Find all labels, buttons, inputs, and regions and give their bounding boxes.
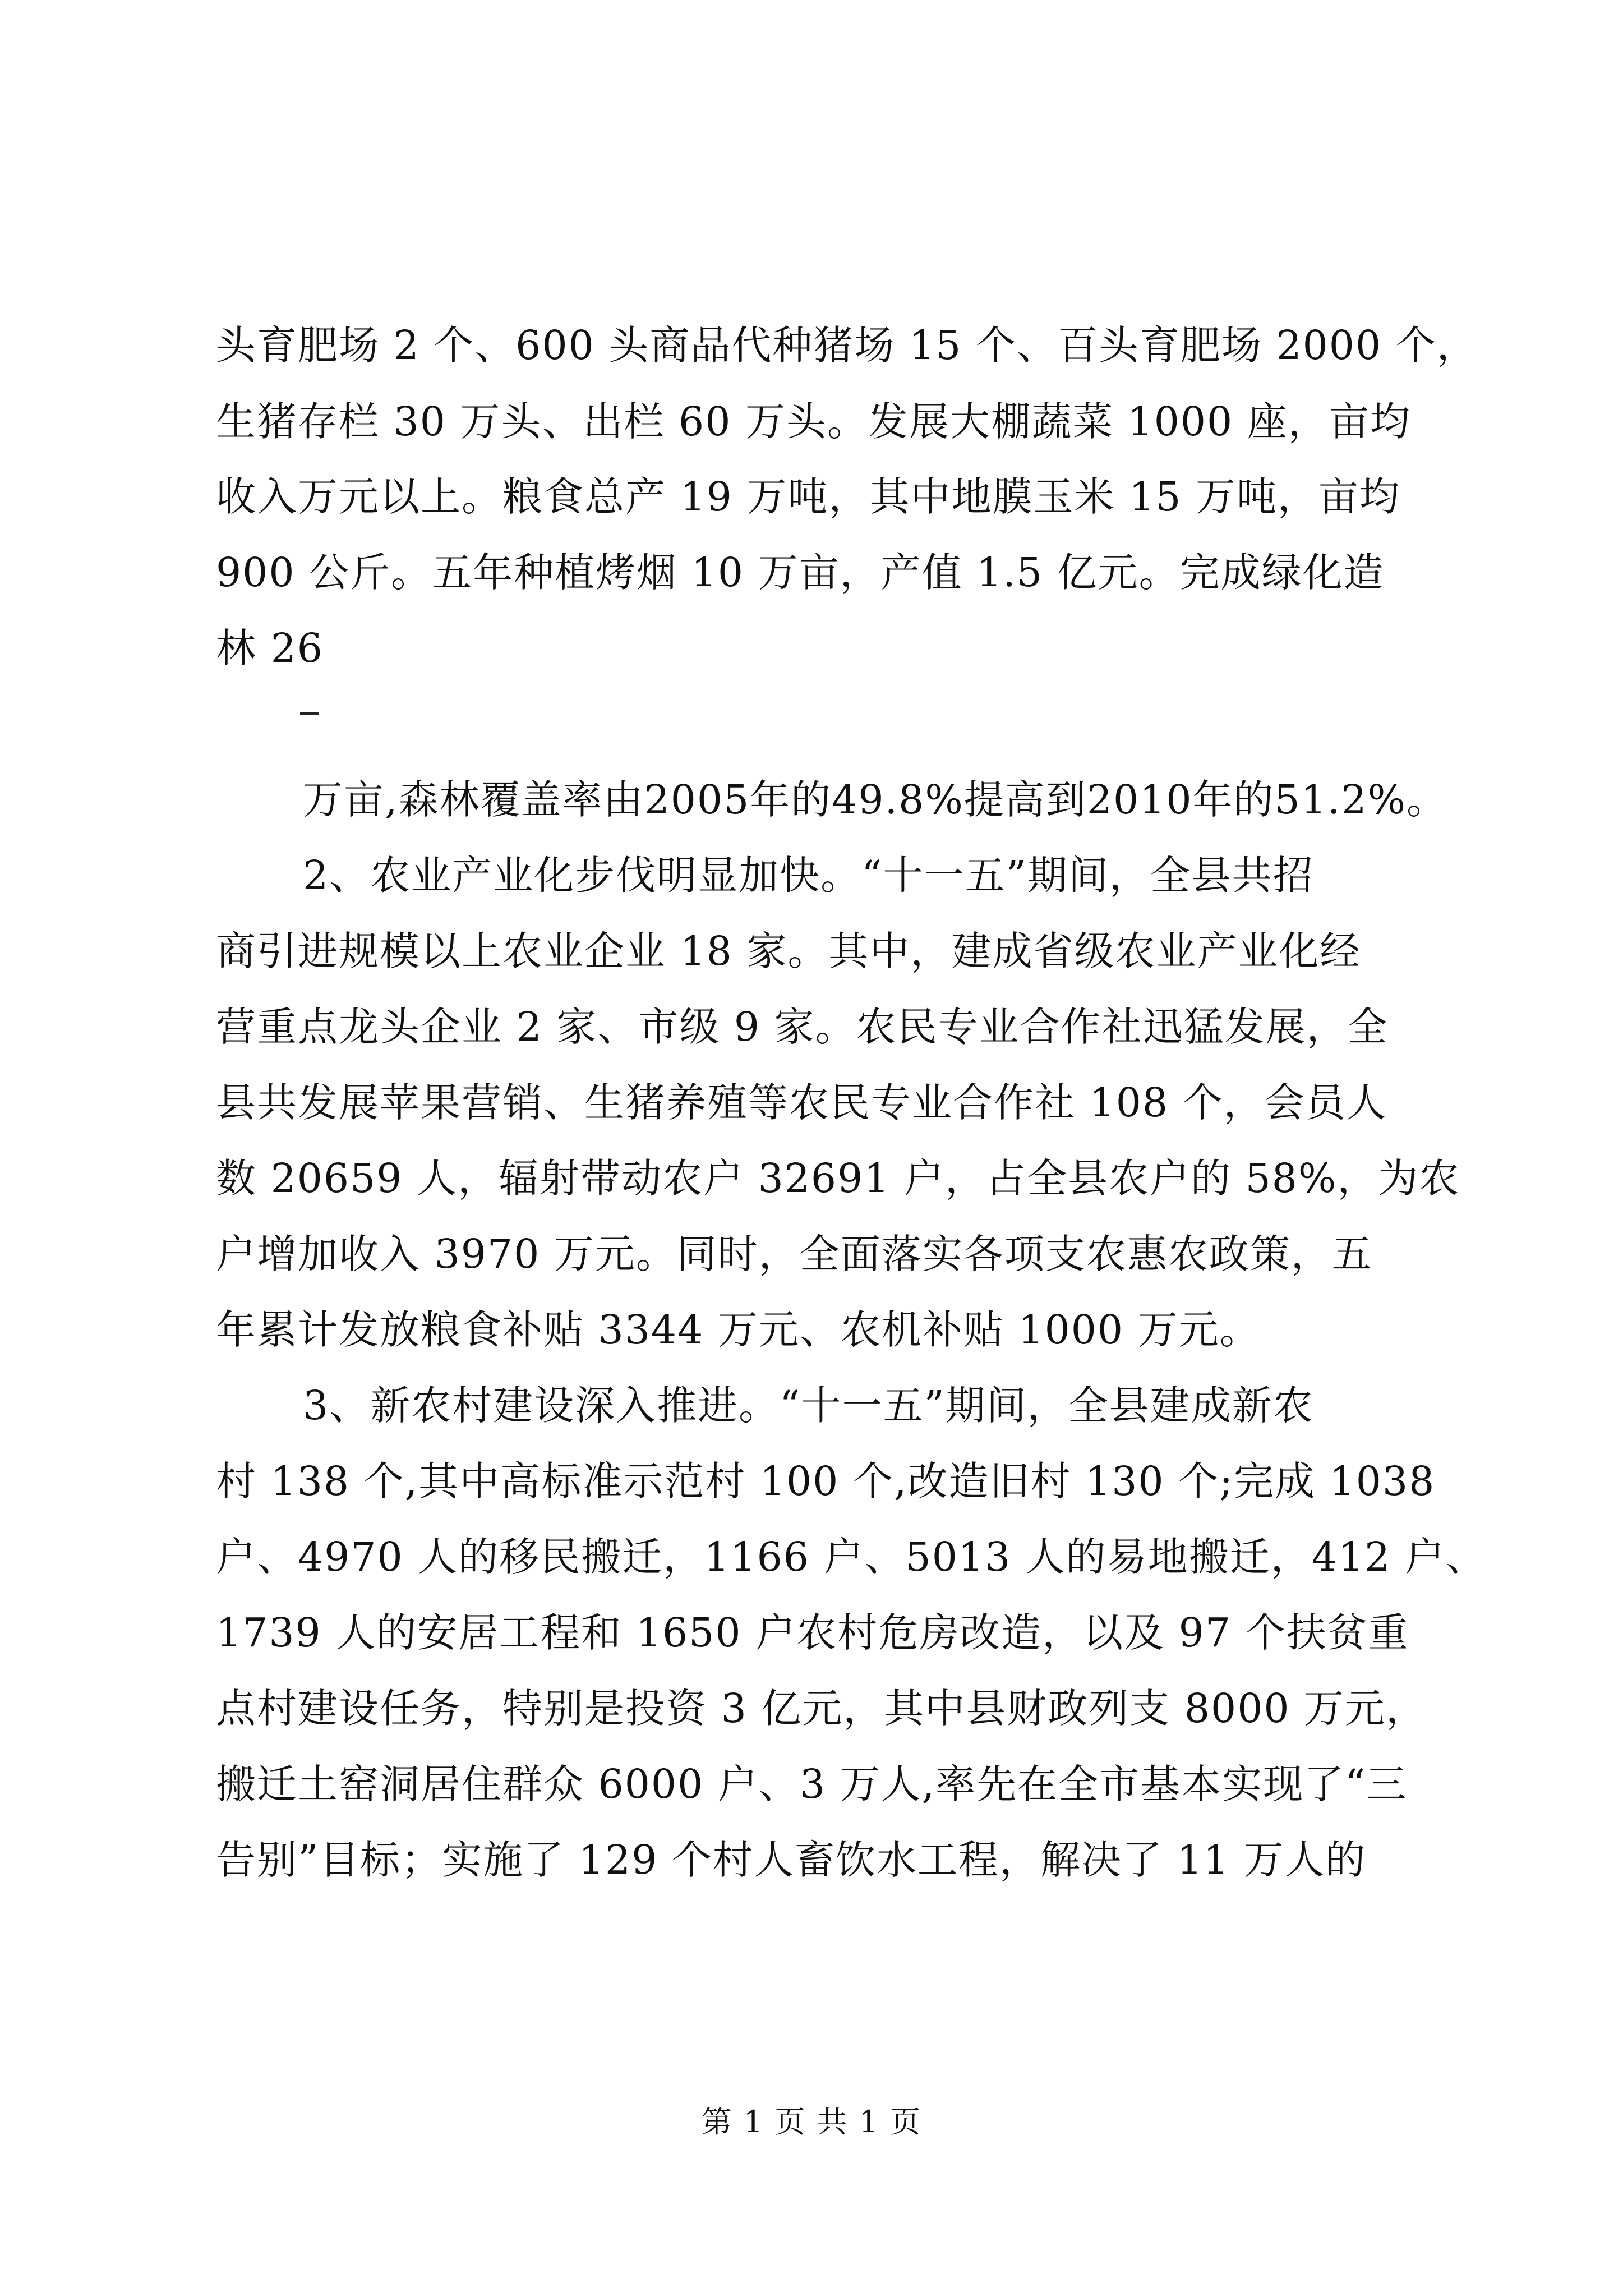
text-line: 户增加收入 3970 万元。同时，全面落实各项支农惠农政策，五 [216, 1231, 1373, 1277]
text-line: 县共发展苹果营销、生猪养殖等农民专业合作社 108 个，会员人 [216, 1079, 1387, 1126]
text-line: 搬迁土窑洞居住群众 6000 户、3 万人,率先在全市基本实现了“三 [216, 1761, 1408, 1807]
text-line: 数 20659 人，辐射带动农户 32691 户，占全县农户的 58%，为农 [216, 1155, 1460, 1202]
text-line: 营重点龙头企业 2 家、市级 9 家。农民专业合作社迅猛发展，全 [216, 1004, 1389, 1050]
text-line: 900 公斤。五年种植烤烟 10 万亩，产值 1.5 亿元。完成绿化造 [216, 549, 1385, 596]
text-line: 商引进规模以上农业企业 18 家。其中，建成省级农业产业化经 [216, 928, 1361, 974]
paragraph-start: 2、农业产业化步伐明显加快。“十一五”期间，全县共招 [303, 852, 1314, 899]
text-line: 林 26 [216, 625, 324, 671]
text-line: 收入万元以上。粮食总产 19 万吨，其中地膜玉米 15 万吨，亩均 [216, 473, 1400, 520]
paragraph-start: 3、新农村建设深入推进。“十一五”期间，全县建成新农 [303, 1382, 1314, 1429]
text-line: 告别”目标；实施了 129 个村人畜饮水工程，解决了 11 万人的 [216, 1837, 1367, 1883]
text-line: 点村建设任务，特别是投资 3 亿元，其中县财政列支 8000 万元， [216, 1685, 1427, 1732]
text-line: 户、4970 人的移民搬迁，1166 户、5013 人的易地搬迁，412 户、 [216, 1534, 1487, 1580]
text-line: 万亩,森林覆盖率由2005年的49.8%提高到2010年的51.2%。 [303, 776, 1448, 823]
text-line: 1739 人的安居工程和 1650 户农村危房改造，以及 97 个扶贫重 [216, 1609, 1409, 1656]
text-line: 年累计发放粮食补贴 3344 万元、农机补贴 1000 万元。 [216, 1306, 1261, 1353]
separator-dash [300, 712, 319, 715]
text-line: 村 138 个,其中高标准示范村 100 个,改造旧村 130 个;完成 1038 [216, 1458, 1436, 1504]
text-line: 生猪存栏 30 万头、出栏 60 万头。发展大棚蔬菜 1000 座，亩均 [216, 398, 1411, 445]
text-line: 头育肥场 2 个、600 头商品代种猪场 15 个、百头育肥场 2000 个， [216, 322, 1478, 369]
page-footer: 第 1 页 共 1 页 [701, 2104, 922, 2139]
